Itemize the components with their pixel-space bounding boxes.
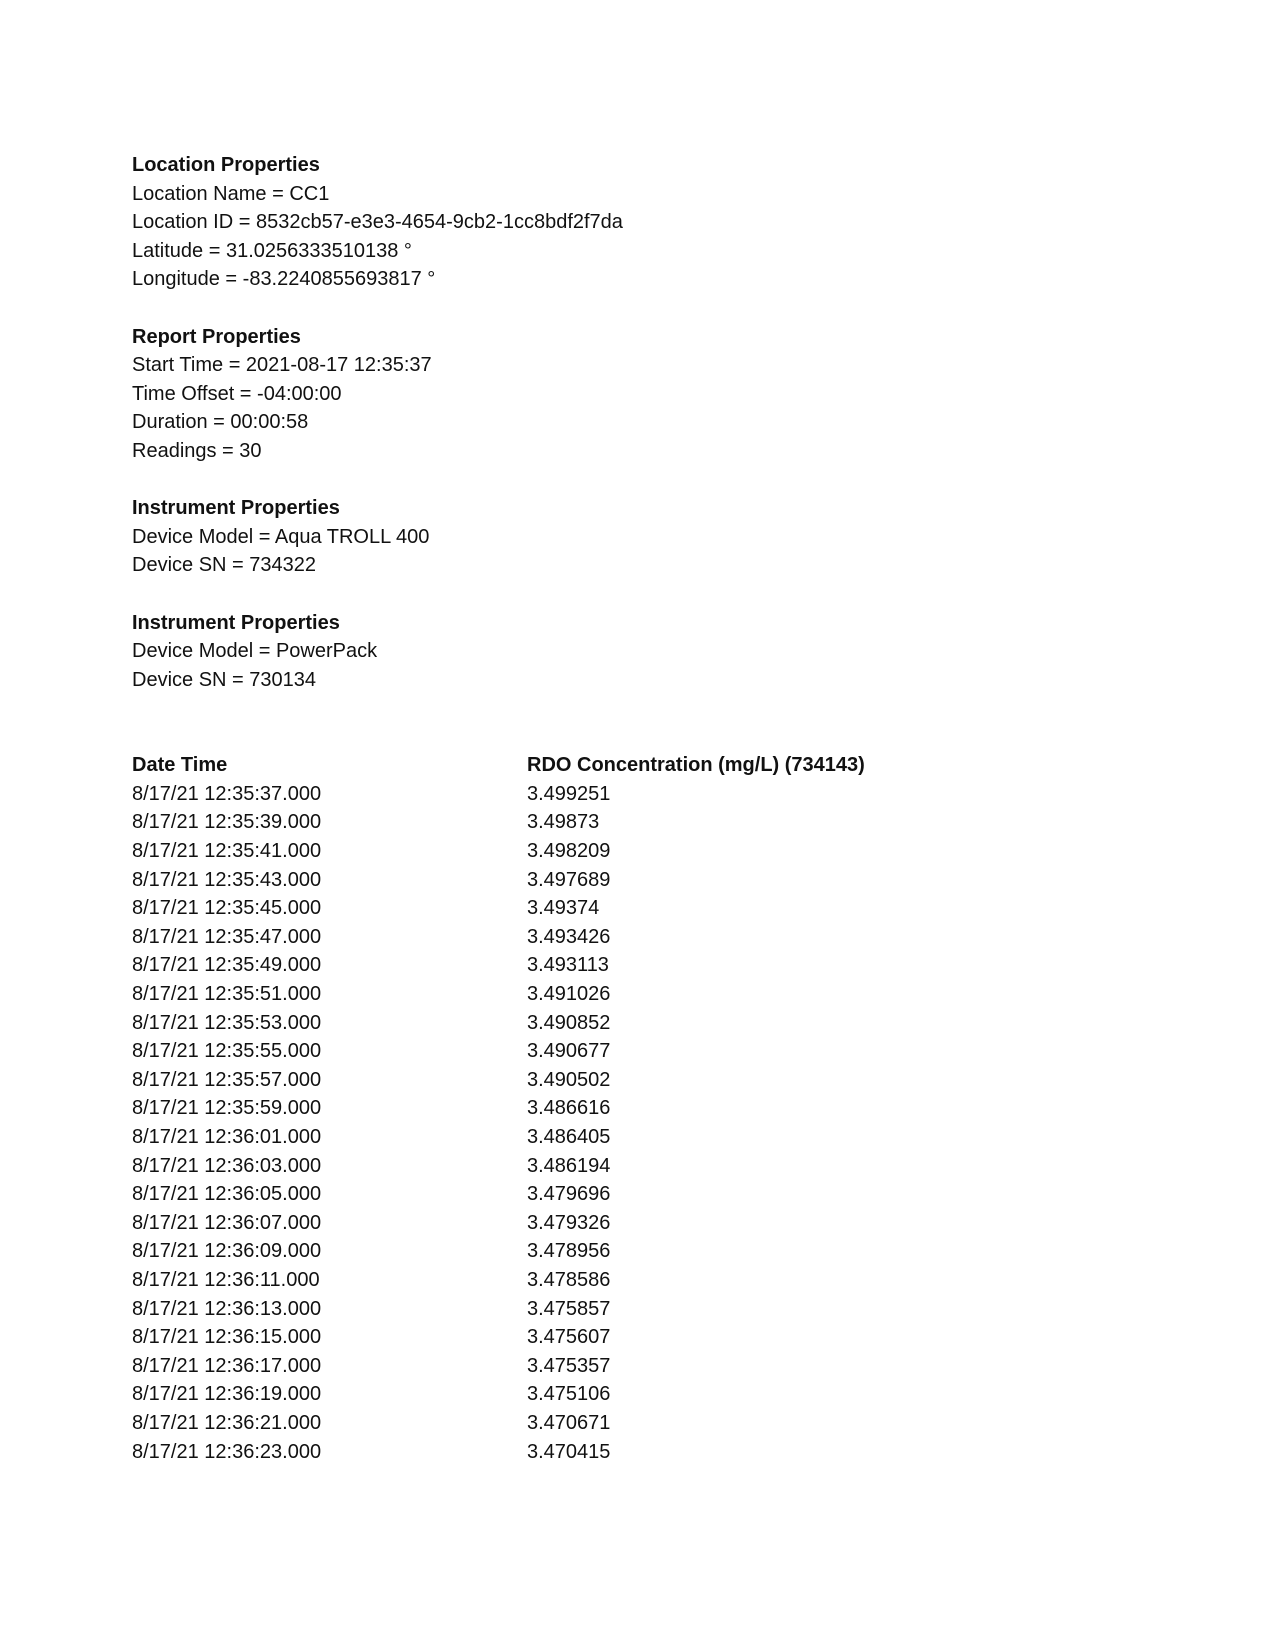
date-time-cell: 8/17/21 12:36:21.000: [132, 1411, 322, 1434]
date-time-cell: 8/17/21 12:36:13.000: [132, 1297, 322, 1320]
rdo-concentration-cell: 3.490502: [527, 1068, 611, 1091]
instrument-properties-section-2: [132, 609, 1132, 695]
table-row: [132, 837, 1132, 866]
rdo-concentration-header: RDO Concentration (mg/L) (734143): [527, 754, 865, 777]
rdo-concentration-cell: 3.486616: [527, 1097, 611, 1120]
time-offset: Time Offset = -04:00:00: [132, 382, 342, 405]
rdo-concentration-cell: 3.470415: [527, 1440, 611, 1463]
device-model-2: Device Model = PowerPack: [132, 640, 378, 663]
table-row: [132, 1094, 1132, 1123]
table-row: [132, 866, 1132, 895]
table-row: [132, 951, 1132, 980]
instrument-properties-section-1: [132, 494, 1132, 580]
device-sn-1: Device SN = 734322: [132, 554, 317, 577]
table-row: [132, 808, 1132, 837]
date-time-cell: 8/17/21 12:35:37.000: [132, 782, 322, 805]
rdo-concentration-cell: 3.486405: [527, 1126, 611, 1148]
table-row: [132, 894, 1132, 923]
rdo-concentration-cell: 3.478956: [527, 1240, 611, 1263]
report-properties-section: [132, 323, 1132, 466]
table-row: [132, 1237, 1132, 1266]
table-row: [132, 1209, 1132, 1238]
longitude: Longitude = -83.2240855693817 °: [132, 268, 436, 291]
table-row: [132, 1066, 1132, 1095]
rdo-concentration-cell: 3.475857: [527, 1297, 611, 1320]
rdo-concentration-cell: 3.493113: [527, 954, 609, 977]
date-time-cell: 8/17/21 12:35:53.000: [132, 1011, 322, 1034]
table-row: [132, 923, 1132, 952]
table-row: [132, 980, 1132, 1009]
table-row: [132, 1266, 1132, 1295]
date-time-header: Date Time: [132, 754, 228, 777]
date-time-cell: 8/17/21 12:35:43.000: [132, 868, 322, 891]
location-properties-section: [132, 151, 1132, 294]
table-row: [132, 1009, 1132, 1038]
rdo-concentration-cell: 3.479326: [527, 1211, 611, 1234]
rdo-concentration-cell: 3.490852: [527, 1011, 611, 1034]
rdo-concentration-cell: 3.498209: [527, 840, 611, 863]
rdo-concentration-cell: 3.499251: [527, 782, 611, 805]
table-row: [132, 1037, 1132, 1066]
table-row: [132, 1180, 1132, 1209]
table-body: [132, 780, 1132, 1466]
readings: Readings = 30: [132, 439, 262, 462]
date-time-cell: 8/17/21 12:35:47.000: [132, 925, 322, 948]
location-name: Location Name = CC1: [132, 182, 330, 205]
rdo-concentration-cell: 3.478586: [527, 1268, 611, 1291]
date-time-cell: 8/17/21 12:36:07.000: [132, 1211, 322, 1234]
instrument-properties-heading-2: Instrument Properties: [132, 611, 340, 634]
rdo-concentration-cell: 3.490677: [527, 1040, 611, 1063]
readings-table: [132, 751, 1132, 1466]
table-header-row: [132, 751, 1132, 780]
instrument-properties-heading-1: Instrument Properties: [132, 497, 340, 520]
table-row: [132, 780, 1132, 809]
date-time-cell: 8/17/21 12:35:57.000: [132, 1068, 322, 1091]
location-properties-heading: Location Properties: [132, 154, 320, 176]
rdo-concentration-cell: 3.493426: [527, 925, 611, 948]
date-time-cell: 8/17/21 12:35:39.000: [132, 811, 322, 834]
date-time-cell: 8/17/21 12:36:01.000: [132, 1126, 322, 1148]
table-row: [132, 1409, 1132, 1438]
rdo-concentration-cell: 3.49374: [527, 897, 600, 920]
table-row: [132, 1295, 1132, 1324]
rdo-concentration-cell: 3.49873: [527, 811, 600, 834]
rdo-concentration-cell: 3.491026: [527, 983, 611, 1006]
start-time: Start Time = 2021-08-17 12:35:37: [132, 354, 432, 377]
table-row: [132, 1352, 1132, 1381]
table-row: [132, 1123, 1132, 1152]
table-row: [132, 1323, 1132, 1352]
location-id: Location ID = 8532cb57-e3e3-4654-9cb2-1cc8bdf2f7da: [132, 211, 623, 234]
rdo-concentration-cell: 3.475607: [527, 1326, 611, 1349]
rdo-concentration-cell: 3.475106: [527, 1383, 611, 1406]
rdo-concentration-cell: 3.475357: [527, 1354, 611, 1377]
device-sn-2: Device SN = 730134: [132, 668, 317, 691]
date-time-cell: 8/17/21 12:36:03.000: [132, 1154, 322, 1177]
date-time-cell: 8/17/21 12:35:49.000: [132, 954, 322, 977]
date-time-cell: 8/17/21 12:35:55.000: [132, 1040, 322, 1063]
date-time-cell: 8/17/21 12:36:19.000: [132, 1383, 322, 1406]
date-time-cell: 8/17/21 12:36:17.000: [132, 1354, 322, 1377]
rdo-concentration-cell: 3.486194: [527, 1154, 611, 1177]
date-time-cell: 8/17/21 12:36:23.000: [132, 1440, 322, 1463]
device-model-1: Device Model = Aqua TROLL 400: [132, 525, 430, 548]
table-row: [132, 1152, 1132, 1181]
table-row: [132, 1438, 1132, 1467]
date-time-cell: 8/17/21 12:36:09.000: [132, 1240, 322, 1263]
date-time-cell: 8/17/21 12:35:59.000: [132, 1097, 322, 1120]
date-time-cell: 8/17/21 12:35:51.000: [132, 983, 322, 1006]
rdo-concentration-cell: 3.479696: [527, 1183, 611, 1206]
date-time-cell: 8/17/21 12:36:15.000: [132, 1326, 322, 1349]
table-row: [132, 1380, 1132, 1409]
date-time-cell: 8/17/21 12:36:11.000: [132, 1268, 320, 1291]
report-properties-heading: Report Properties: [132, 325, 301, 348]
latitude: Latitude = 31.0256333510138 °: [132, 239, 412, 262]
duration: Duration = 00:00:58: [132, 411, 309, 434]
date-time-cell: 8/17/21 12:35:45.000: [132, 897, 322, 920]
report-page: [132, 151, 1132, 1466]
date-time-cell: 8/17/21 12:35:41.000: [132, 840, 322, 863]
rdo-concentration-cell: 3.470671: [527, 1411, 611, 1434]
date-time-cell: 8/17/21 12:36:05.000: [132, 1183, 322, 1206]
rdo-concentration-cell: 3.497689: [527, 868, 611, 891]
